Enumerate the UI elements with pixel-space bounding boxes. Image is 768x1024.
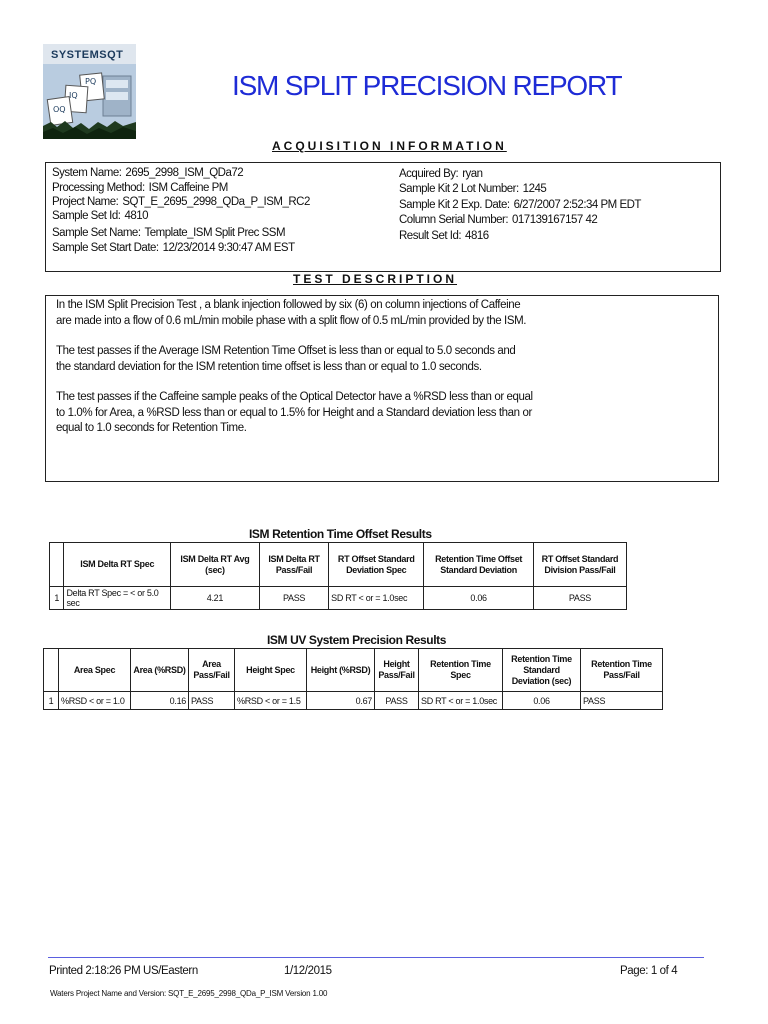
description-paragraph-2	[56, 344, 515, 375]
field-label: Sample Kit 2 Exp. Date:	[399, 199, 510, 211]
table-row	[44, 692, 663, 710]
rt-offset-sd-cell: 0.06	[424, 587, 534, 610]
sample-kit-lot-field	[399, 183, 546, 195]
header-cell: ISM Delta RT Avg (sec)	[170, 543, 259, 587]
logo-image	[43, 64, 136, 139]
delta-rt-spec-cell: Delta RT Spec = < or 5.0 sec	[64, 587, 171, 610]
field-label: System Name:	[52, 167, 122, 179]
logo-graphic	[43, 64, 136, 139]
project-name-field	[52, 196, 310, 208]
table-row	[50, 587, 627, 610]
area-rsd-cell: 0.16	[131, 692, 189, 710]
field-label: Sample Kit 2 Lot Number:	[399, 183, 519, 195]
retention-time-pass-fail-cell: PASS	[581, 692, 663, 710]
height-rsd-cell: 0.67	[307, 692, 375, 710]
sample-set-start-date-field	[52, 242, 295, 254]
description-line: are made into a flow of 0.6 mL/min mobile phase with a split flow of 0.5 mL/min provided by the ISM.	[56, 314, 527, 327]
field-value: 12/23/2014 9:30:47 AM EST	[162, 242, 295, 254]
table-header-row	[44, 649, 663, 692]
description-paragraph-3	[56, 390, 533, 437]
acquisition-info-box	[45, 162, 721, 272]
description-paragraph-1	[56, 298, 526, 329]
header-cell: Height Spec	[235, 649, 307, 692]
field-label: Project Name:	[52, 196, 119, 208]
printed-timestamp: Printed 2:18:26 PM US/Eastern	[49, 965, 198, 977]
header-cell: ISM Delta RT Spec	[64, 543, 171, 587]
field-label: Result Set Id:	[399, 230, 462, 242]
field-value: ISM Caffeine PM	[148, 182, 228, 194]
row-index-cell: 1	[50, 587, 64, 610]
field-label: Sample Set Name:	[52, 227, 141, 239]
page-number: Page: 1 of 4	[620, 965, 678, 977]
field-value: 4810	[124, 210, 149, 222]
rt-offset-results-table	[49, 542, 627, 610]
retention-time-spec-cell: SD RT < or = 1.0sec	[419, 692, 503, 710]
retention-time-sd-cell: 0.06	[503, 692, 581, 710]
pq-label: PQ	[85, 77, 97, 86]
sample-set-name-field	[52, 227, 285, 239]
test-description-heading: TEST DESCRIPTION	[293, 272, 458, 286]
field-value: ryan	[462, 168, 483, 180]
result-set-id-field	[399, 230, 489, 242]
sample-set-id-field	[52, 210, 148, 222]
height-pass-fail-cell: PASS	[375, 692, 419, 710]
description-line: the standard deviation for the ISM retention time offset is less than or equal to 1.0 seconds.	[56, 360, 482, 373]
field-label: Sample Set Id:	[52, 210, 121, 222]
rt-offset-sd-pass-fail-cell: PASS	[533, 587, 626, 610]
header-cell	[50, 543, 64, 587]
field-value: 6/27/2007 2:52:34 PM EDT	[513, 199, 641, 211]
height-spec-cell: %RSD < or = 1.5	[235, 692, 307, 710]
description-line: to 1.0% for Area, a %RSD less than or equal to 1.5% for Height and a Standard deviation less than or	[56, 406, 532, 419]
description-line: The test passes if the Average ISM Retention Time Offset is less than or equal to 5.0 seconds and	[56, 345, 516, 357]
description-line: In the ISM Split Precision Test , a blank injection followed by six (6) on column injections of Caffeine	[56, 299, 521, 311]
oq-label: OQ	[53, 105, 66, 114]
field-label: Acquired By:	[399, 168, 459, 180]
header-cell: Area Pass/Fail	[189, 649, 235, 692]
acquired-by-field	[399, 168, 483, 180]
project-version-note: Waters Project Name and Version: SQT_E_2695_2998_QDa_P_ISM Version 1.00	[50, 989, 328, 998]
row-index-cell: 1	[44, 692, 59, 710]
field-label: Column Serial Number:	[399, 214, 509, 226]
header-cell: Height (%RSD)	[307, 649, 375, 692]
column-serial-field	[399, 214, 597, 226]
uv-precision-results-table	[43, 648, 663, 710]
header-cell: Height Pass/Fail	[375, 649, 419, 692]
header-cell: Retention Time Offset Standard Deviation	[424, 543, 534, 587]
area-spec-cell: %RSD < or = 1.0	[59, 692, 131, 710]
header-cell: Area Spec	[59, 649, 131, 692]
description-line: equal to 1.0 seconds for Retention Time.	[56, 422, 247, 434]
field-label: Processing Method:	[52, 182, 145, 194]
header-cell: ISM Delta RT Pass/Fail	[259, 543, 328, 587]
systemsqt-logo	[43, 44, 136, 139]
print-date: 1/12/2015	[284, 965, 332, 977]
field-value: 4816	[465, 230, 489, 242]
field-label: Sample Set Start Date:	[52, 242, 159, 254]
rt-offset-sd-spec-cell: SD RT < or = 1.0sec	[329, 587, 424, 610]
field-value: SQT_E_2695_2998_QDa_P_ISM_RC2	[122, 196, 310, 208]
field-value: 017139167157 42	[512, 214, 598, 226]
test-description-box	[45, 295, 719, 482]
header-cell: Retention Time Pass/Fail	[581, 649, 663, 692]
header-cell: Retention Time Standard Deviation (sec)	[503, 649, 581, 692]
uv-table-title: ISM UV System Precision Results	[267, 633, 447, 647]
header-cell: Retention Time Spec	[419, 649, 503, 692]
area-pass-fail-cell: PASS	[189, 692, 235, 710]
sample-kit-exp-date-field	[399, 199, 641, 211]
logo-banner	[43, 44, 136, 64]
header-cell	[44, 649, 59, 692]
header-cell: Area (%RSD)	[131, 649, 189, 692]
acquisition-heading: ACQUISITION INFORMATION	[272, 139, 507, 153]
system-name-field	[52, 167, 243, 179]
rt-offset-table-title: ISM Retention Time Offset Results	[249, 527, 432, 541]
header-cell: RT Offset Standard Deviation Spec	[329, 543, 424, 587]
iq-label: IQ	[69, 91, 78, 100]
field-value: 1245	[522, 183, 547, 195]
table-header-row	[50, 543, 627, 587]
delta-rt-avg-cell: 4.21	[170, 587, 259, 610]
field-value: Template_ISM Split Prec SSM	[144, 227, 286, 239]
description-line: The test passes if the Caffeine sample peaks of the Optical Detector have a %RSD less than or equal	[56, 391, 533, 403]
field-value: 2695_2998_ISM_QDa72	[125, 167, 244, 179]
footer-divider	[48, 957, 704, 958]
header-cell: RT Offset Standard Division Pass/Fail	[533, 543, 626, 587]
processing-method-field	[52, 182, 228, 194]
delta-rt-pass-fail-cell: PASS	[259, 587, 328, 610]
report-title: ISM SPLIT PRECISION REPORT	[232, 70, 622, 101]
logo-text: SYSTEMSQT	[51, 49, 124, 61]
